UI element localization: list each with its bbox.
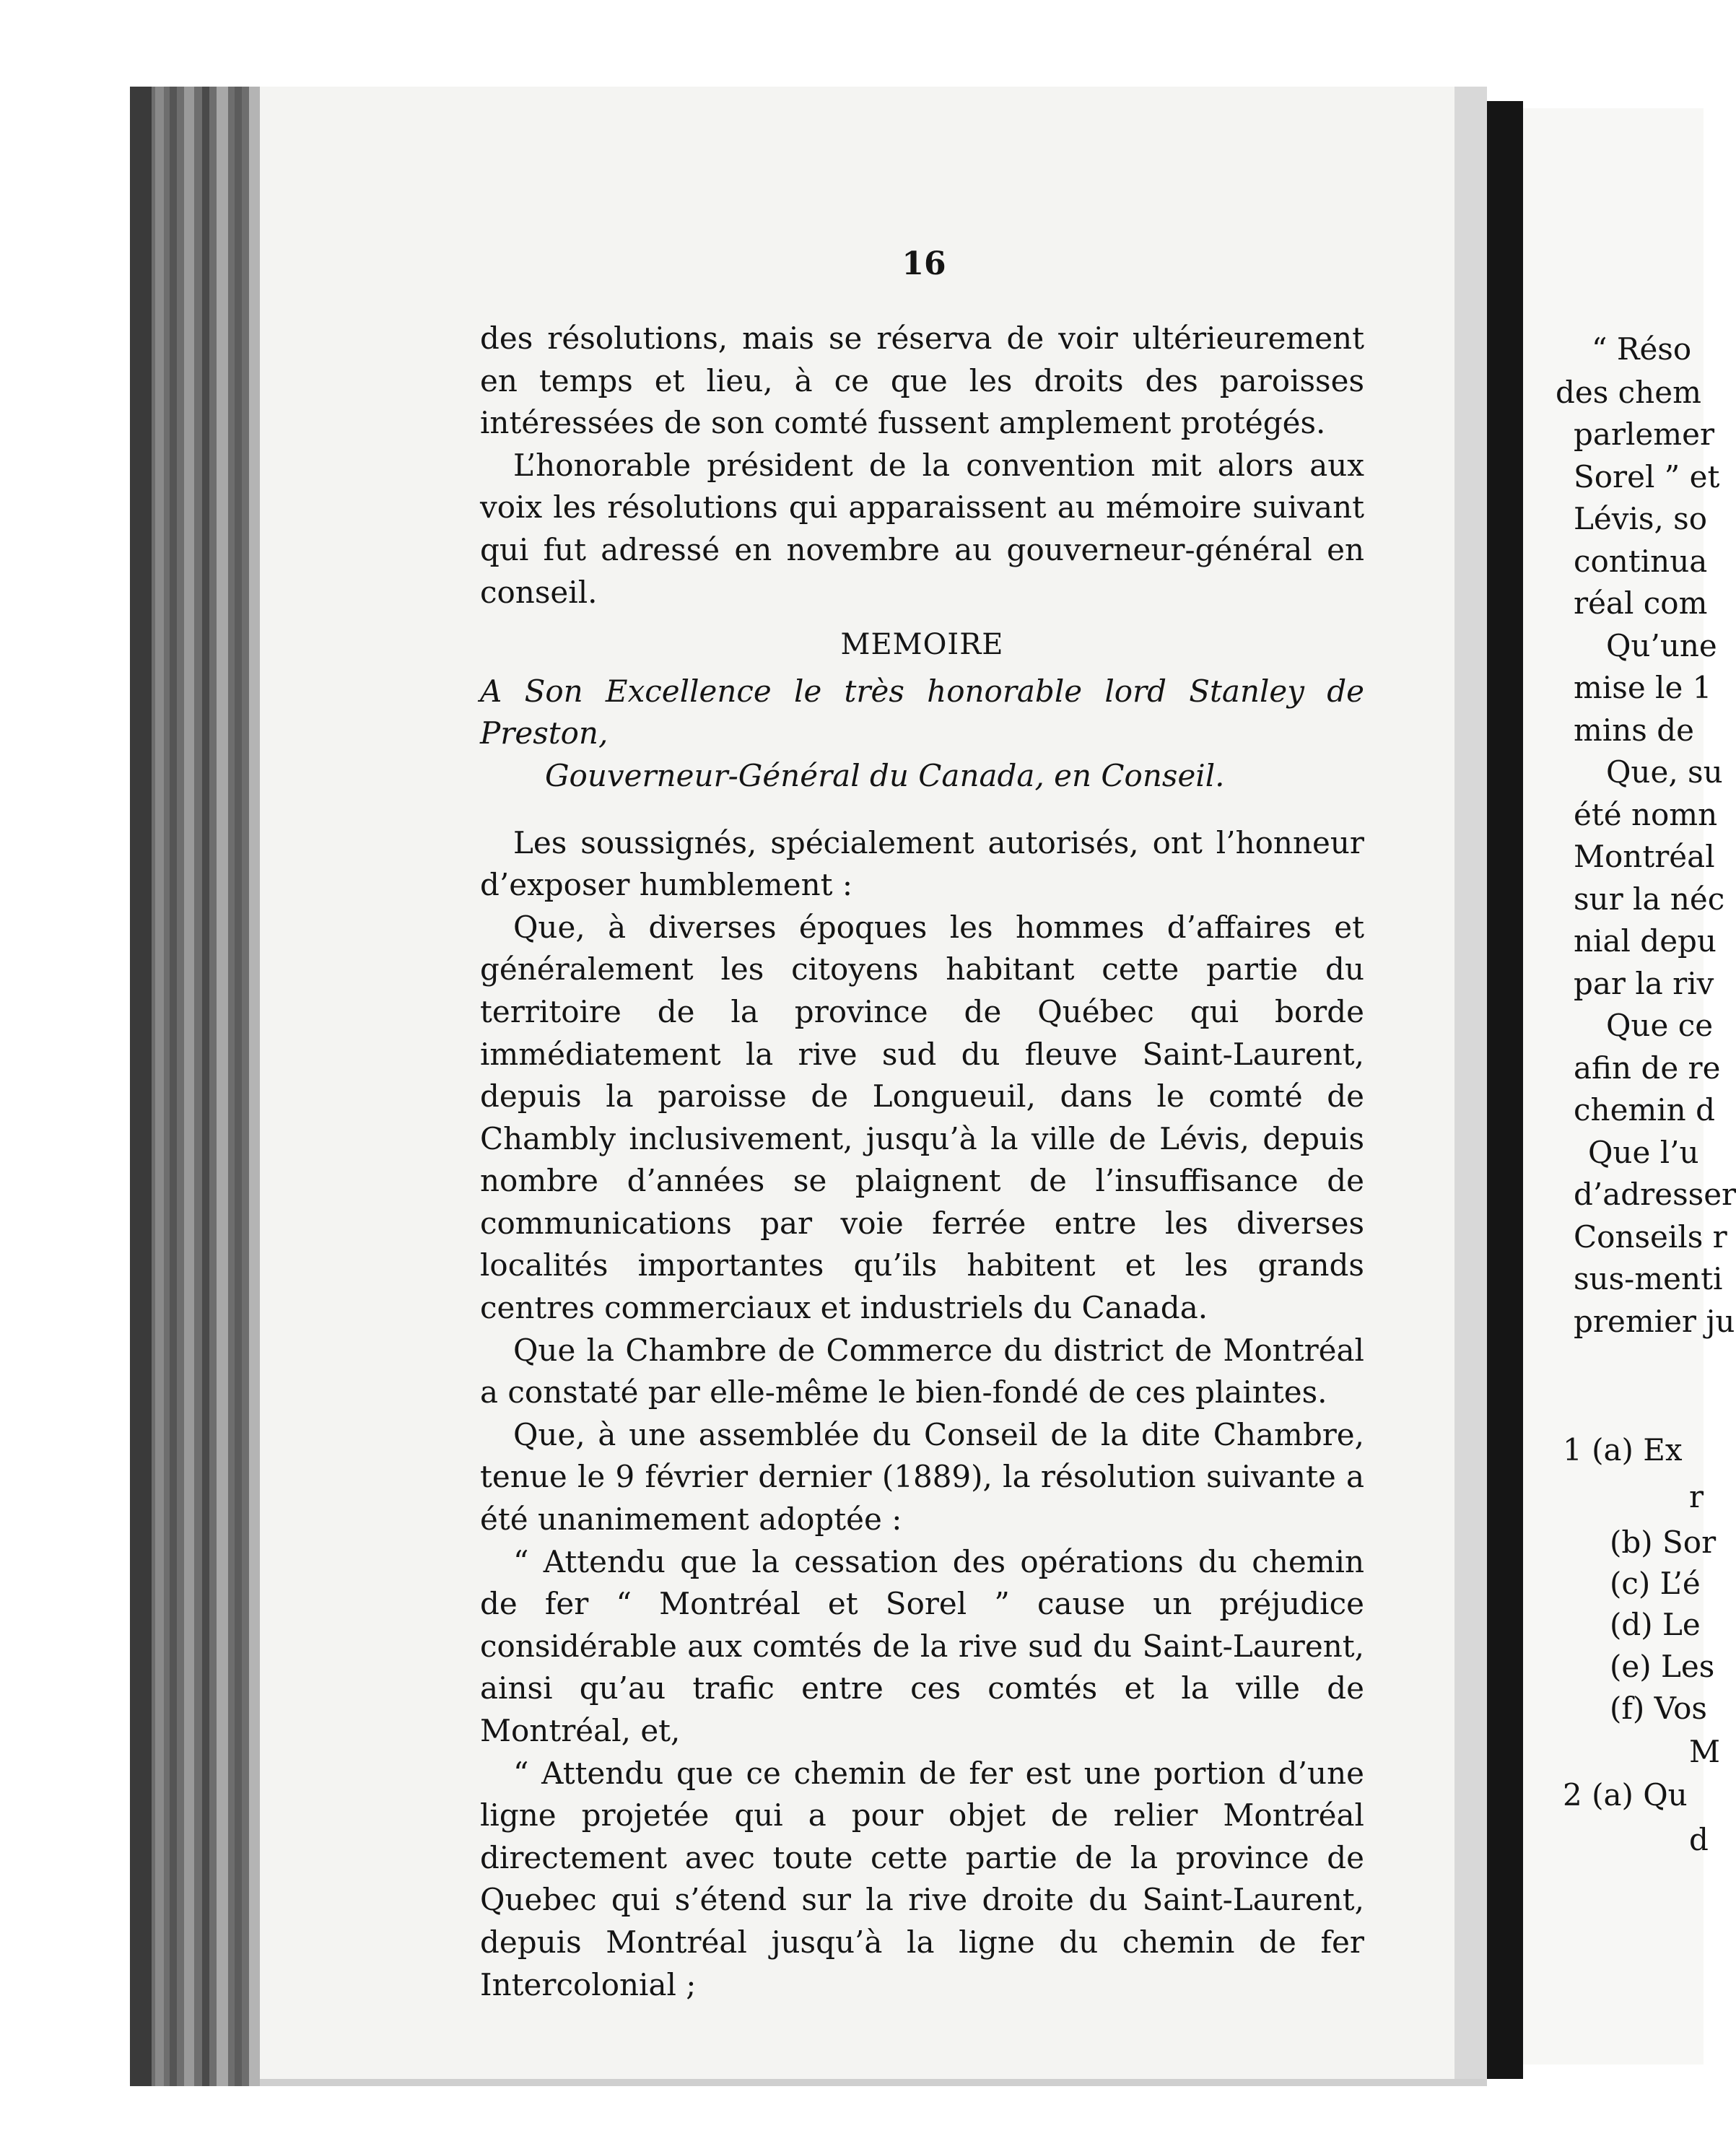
right-line: Montréal <box>1574 839 1715 874</box>
right-list-item: M <box>1689 1734 1721 1769</box>
right-line: Que ce <box>1606 1008 1714 1043</box>
right-list-item: (f) Vos <box>1610 1691 1707 1726</box>
right-line: Que l’u <box>1588 1135 1699 1170</box>
right-list-item: d <box>1689 1822 1709 1857</box>
right-list-item: (e) Les <box>1610 1649 1715 1684</box>
right-line: d’adresser <box>1574 1177 1736 1212</box>
right-line: afin de re <box>1574 1050 1721 1086</box>
address-line-2: Gouverneur-Général du Canada, en Conseil. <box>545 757 1225 793</box>
right-line: sur la néc <box>1574 881 1725 917</box>
right-list-item: (b) Sor <box>1610 1525 1717 1560</box>
right-line: par la riv <box>1574 966 1714 1001</box>
page-number: 16 <box>902 245 946 282</box>
right-line: été nomn <box>1574 797 1718 832</box>
paragraph-5: Que la Chambre de Commerce du district de Montréal a constaté par elle-même le bien-fondé de ces plaintes. <box>480 1332 1364 1410</box>
right-page-fragment <box>1545 0 1736 2154</box>
right-line: mise le 1 <box>1574 670 1712 705</box>
right-line: mins de <box>1574 712 1694 748</box>
right-line: continua <box>1574 544 1708 579</box>
right-line: premier ju <box>1574 1304 1735 1339</box>
right-line: Lévis, so <box>1574 501 1708 536</box>
paragraph-8: “ Attendu que ce chemin de fer est une portion d’une ligne projetée qui a pour objet de relier Montréal directement avec toute cette partie de la province de Quebec qui s’étend sur la rive droite du Saint-Laurent, depuis Montréal jusqu’à la ligne du chemin de fer Intercolonial ; <box>480 1755 1364 2002</box>
right-list-item: 2 (a) Qu <box>1563 1777 1688 1813</box>
address-line-1: A Son Excellence le très honorable lord Stanley de Preston, <box>480 673 1364 751</box>
right-line: des chem <box>1556 375 1701 410</box>
right-line: Qu’une <box>1606 628 1717 663</box>
right-line: réal com <box>1574 585 1708 621</box>
right-line: Sorel ” et <box>1574 459 1720 494</box>
right-line: sus-menti <box>1574 1261 1723 1296</box>
gutter-shadow <box>1487 101 1523 2079</box>
right-line: parlemer <box>1574 417 1715 452</box>
memoire-heading: MEMOIRE <box>840 628 1004 662</box>
right-list-item: r <box>1689 1479 1704 1514</box>
paragraph-2: L’honorable président de la convention mit alors aux voix les résolutions qui apparaissent au mémoire suivant qui fut adressé en novembre au gouverneur-général en conseil. <box>480 447 1364 610</box>
right-list-item: (c) L’é <box>1610 1566 1701 1601</box>
right-line: nial depu <box>1574 923 1717 959</box>
right-line: Que, su <box>1606 754 1723 790</box>
right-list-item: 1 (a) Ex <box>1563 1432 1683 1468</box>
right-line: chemin d <box>1574 1092 1715 1128</box>
paragraph-3: Les soussignés, spécialement autorisés, ont l’honneur d’exposer humblement : <box>480 824 1364 903</box>
left-page-text <box>480 318 1364 2006</box>
paragraph-4: Que, à diverses époques les hommes d’affaires et généralement les citoyens habitant cette partie du territoire de la province de Québec qui borde immédiatement la rive sud du fleuve Saint-Laurent, depuis la paroisse de Longueuil, dans le comté de Chambly inclusivement, jusqu’à la ville de Lévis, depuis nombre d’années se plaignent de l’insuffisance de communications par voie ferrée entre les diverses localités importantes qu’ils habitent et les grands centres commerciaux et industriels du Canada. <box>480 909 1364 1326</box>
paragraph-7: “ Attendu que la cessation des opérations du chemin de fer “ Montréal et Sorel ” cause un préjudice considérable aux comtés de la rive sud du Saint-Laurent, ainsi qu’au trafic entre ces comtés et la ville de Montréal, et, <box>480 1543 1364 1748</box>
paragraph-6: Que, à une assemblée du Conseil de la dite Chambre, tenue le 9 février dernier (1889), la résolution suivante a été unanimement adoptée : <box>480 1416 1364 1538</box>
right-line: “ Réso <box>1592 331 1692 367</box>
paragraph-1: des résolutions, mais se réserva de voir ultérieurement en temps et lieu, à ce que les droits des paroisses intéressées de son comté fussent amplement protégés. <box>480 321 1364 441</box>
right-list-item: (d) Le <box>1610 1607 1701 1642</box>
right-line: Conseils r <box>1574 1219 1727 1255</box>
